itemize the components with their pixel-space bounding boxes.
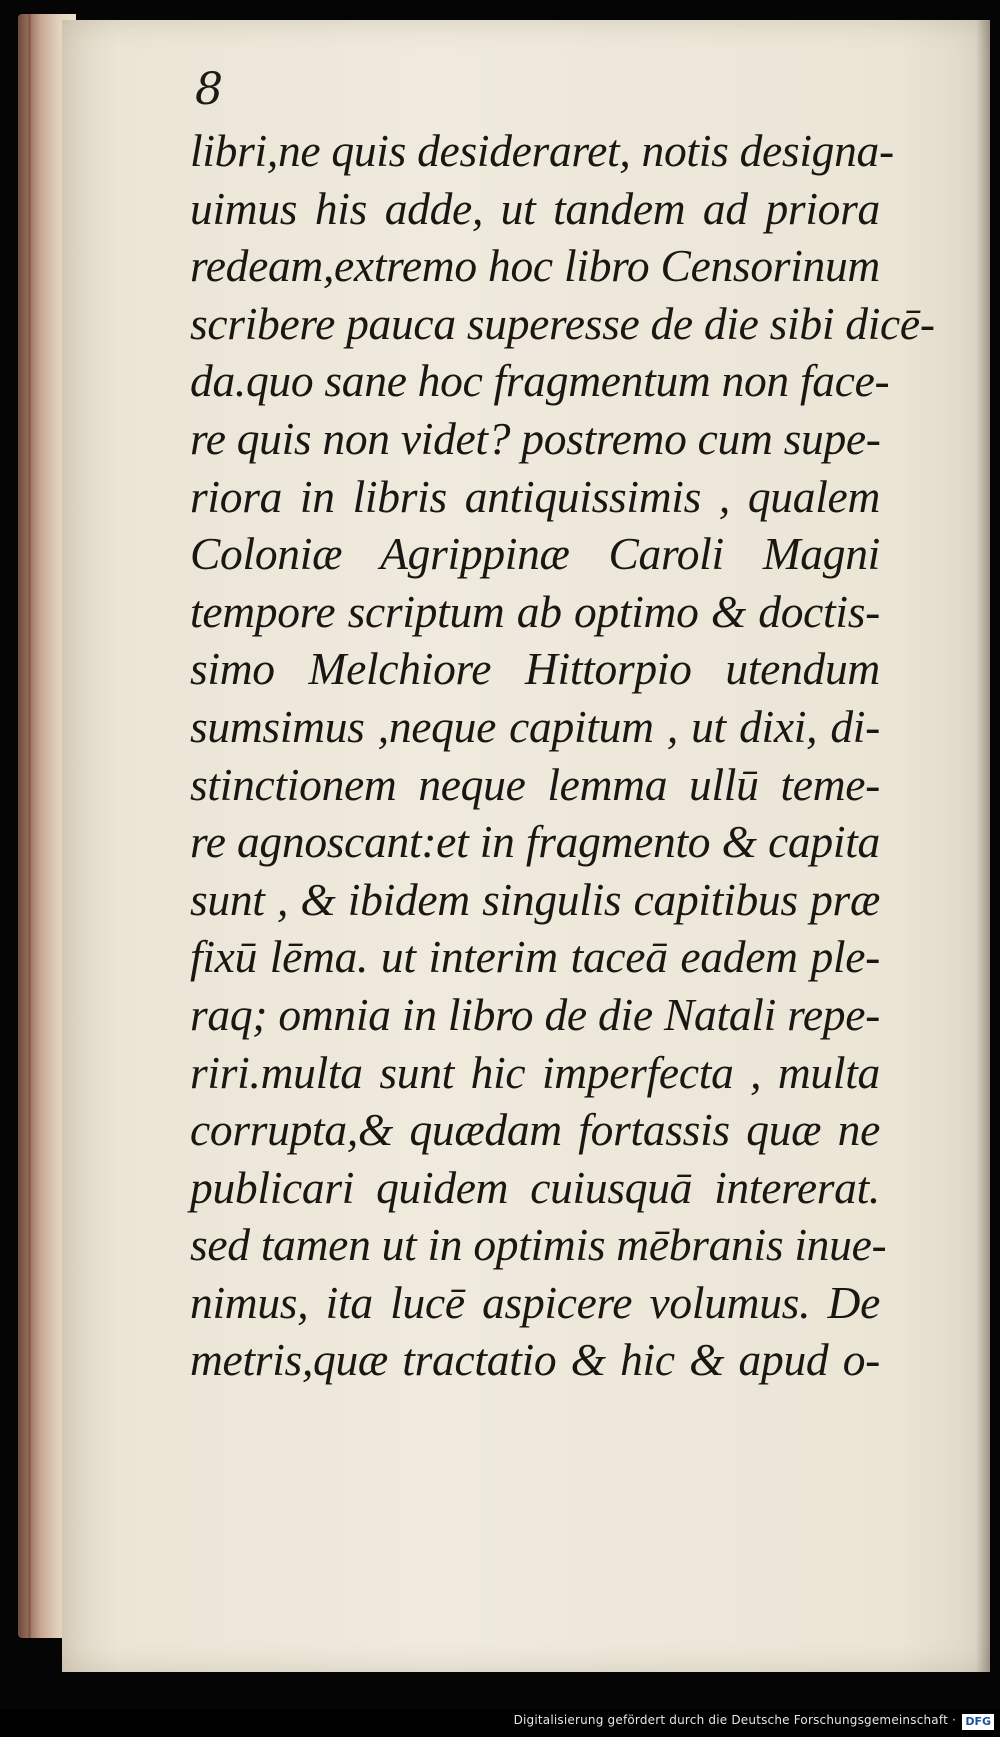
text-line-20: sed tamen ut in optimis mēbranis inue-	[190, 1219, 887, 1271]
text-line-16: raq; omnia in libro de die Natali repe-	[190, 988, 880, 1040]
text-line-13: re agnoscant:et in fragmento & capita	[190, 816, 880, 868]
text-line-3: redeam,extremo hoc libro Censorinum	[190, 240, 880, 292]
text-line-10: simo Melchiore Hittorpio utendum	[190, 643, 880, 695]
gutter-shadow	[976, 20, 990, 1672]
text-line-2: uimus his adde, ut tandem ad priora	[190, 182, 880, 234]
text-line-14: sunt , & ibidem singulis capitibus præ	[190, 873, 880, 925]
text-line-19: publicari quidem cuiusquā intererat.	[190, 1161, 880, 1213]
footer-bar	[0, 1709, 1000, 1737]
text-line-12: stinctionem neque lemma ullū teme-	[190, 758, 880, 810]
body-text	[190, 122, 935, 1389]
text-line-17: riri.multa sunt hic imperfecta , multa	[190, 1046, 880, 1098]
dfg-logo-icon: DFG	[962, 1714, 994, 1730]
text-line-18: corrupta,& quædam fortassis quæ ne	[190, 1104, 880, 1156]
text-line-1: libri,ne quis desideraret, notis designa-	[190, 125, 894, 176]
text-line-5: da.quo sane hoc fragmentum non face-	[190, 355, 890, 407]
text-line-22: metris,quæ tractatio & hic & apud o-	[190, 1334, 880, 1386]
text-line-7: riora in libris antiquissimis , qualem	[190, 470, 880, 522]
digitization-credit: Digitalisierung gefördert durch die Deutsche Forschungsgemeinschaft ·	[513, 1713, 956, 1727]
text-line-11: sumsimus ,neque capitum , ut dixi, di-	[190, 700, 880, 752]
text-line-6: re quis non videt? postremo cum supe-	[190, 412, 881, 464]
page-number: 8	[195, 64, 223, 115]
text-line-15: fixū lēma. ut interim taceā eadem ple-	[190, 931, 880, 983]
text-line-21: nimus, ita lucē aspicere volumus. De	[190, 1276, 880, 1328]
text-line-4: scribere pauca superesse de die sibi dicē-	[190, 297, 935, 349]
text-line-9: tempore scriptum ab optimo & doctis-	[190, 585, 880, 637]
text-line-8: Coloniæ Agrippinæ Caroli Magni	[190, 528, 880, 580]
